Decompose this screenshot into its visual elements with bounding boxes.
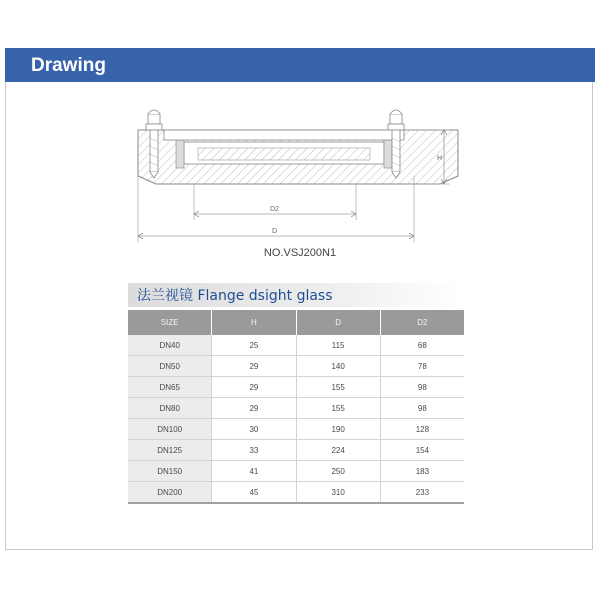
cell-size: DN80: [128, 398, 212, 419]
column-header-d2: D2: [380, 310, 464, 335]
model-number: NO.VSJ200N1: [263, 247, 337, 259]
cell-d2: 154: [380, 440, 464, 461]
cell-d2: 128: [380, 419, 464, 440]
cell-d2: 233: [380, 482, 464, 504]
cell-d2: 183: [380, 461, 464, 482]
cell-h: 29: [212, 356, 296, 377]
dimension-d2-label: D2: [270, 206, 279, 213]
gasket-right: [384, 138, 392, 168]
cell-size: DN200: [128, 482, 212, 504]
cell-d: 115: [296, 335, 380, 356]
table-row: [128, 377, 464, 398]
cell-d2: 68: [380, 335, 464, 356]
cell-h: 41: [212, 461, 296, 482]
column-header-h: H: [212, 310, 296, 335]
cell-d: 190: [296, 419, 380, 440]
cell-d: 155: [296, 377, 380, 398]
glass-pane-inner: [198, 148, 370, 160]
cell-d2: 98: [380, 377, 464, 398]
column-header-d: D: [296, 310, 380, 335]
cell-size: DN125: [128, 440, 212, 461]
flange-sight-glass-drawing: [128, 98, 468, 263]
dimension-d2: [194, 184, 356, 220]
dimension-d-label: D: [272, 228, 278, 235]
dimension-h-label: H: [437, 155, 443, 162]
cell-d: 250: [296, 461, 380, 482]
cell-d: 310: [296, 482, 380, 504]
table-row: [128, 482, 464, 504]
cell-size: DN100: [128, 419, 212, 440]
table-row: [128, 419, 464, 440]
table-header-row: [128, 310, 464, 335]
table-row: [128, 440, 464, 461]
cell-h: 45: [212, 482, 296, 504]
cell-size: DN40: [128, 335, 212, 356]
cell-h: 25: [212, 335, 296, 356]
table-row: [128, 398, 464, 419]
gasket: [176, 138, 184, 168]
cell-h: 33: [212, 440, 296, 461]
cell-d2: 98: [380, 398, 464, 419]
cell-d2: 78: [380, 356, 464, 377]
spec-table: [128, 310, 464, 504]
cell-d: 140: [296, 356, 380, 377]
cell-size: DN150: [128, 461, 212, 482]
cell-d: 224: [296, 440, 380, 461]
table-row: [128, 461, 464, 482]
column-header-size: SIZE: [128, 310, 212, 335]
cell-size: DN65: [128, 377, 212, 398]
table-title: 法兰视镜 Flange dsight glass: [137, 288, 333, 304]
table-row: [128, 335, 464, 356]
cell-h: 29: [212, 377, 296, 398]
section-title: Drawing: [31, 55, 106, 76]
cell-h: 30: [212, 419, 296, 440]
cover-ring: [164, 130, 404, 140]
cell-size: DN50: [128, 356, 212, 377]
table-row: [128, 356, 464, 377]
cell-h: 29: [212, 398, 296, 419]
cell-d: 155: [296, 398, 380, 419]
